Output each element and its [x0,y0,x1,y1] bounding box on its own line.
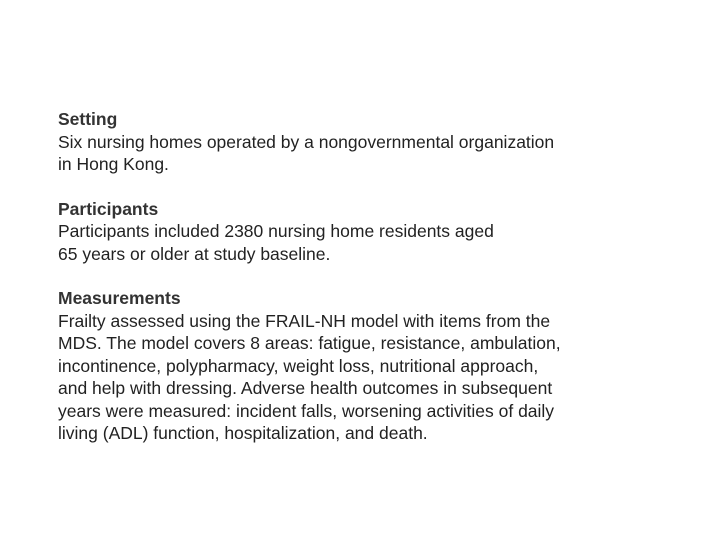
measurements-line: and help with dressing. Adverse health outcomes in subsequent [58,378,553,398]
measurements-heading: Measurements [58,288,181,308]
measurements-body [58,310,678,445]
setting-line: Six nursing homes operated by a nongovernmental organization [58,131,555,152]
abstract-content [58,108,678,445]
measurements-line: incontinence, polypharmacy, weight loss, nutritional approach, [58,355,539,376]
measurements-line: MDS. The model covers 8 areas: fatigue, resistance, ambulation, [58,333,561,353]
measurements-section [58,287,678,445]
participants-line: Participants included 2380 nursing home residents aged [58,221,494,241]
measurements-line: Frailty assessed using the FRAIL-NH model with items from the [58,310,551,331]
participants-line: 65 years or older at study baseline. [58,243,331,264]
participants-section [58,198,678,266]
measurements-line: living (ADL) function, hospitalization, and death. [58,423,428,443]
setting-section [58,108,678,176]
setting-line: in Hong Kong. [58,154,169,174]
measurements-line: years were measured: incident falls, worsening activities of daily [58,400,555,421]
setting-body [58,131,678,176]
participants-heading: Participants [58,198,159,219]
setting-heading: Setting [58,109,118,129]
participants-body [58,220,678,265]
